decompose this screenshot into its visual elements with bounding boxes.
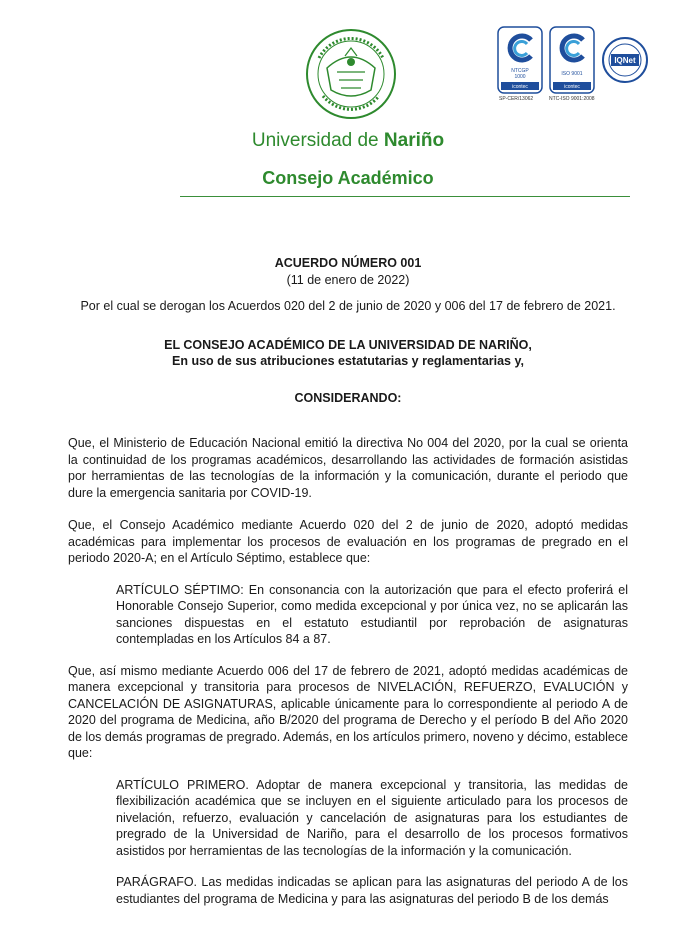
quote-article-first: ARTÍCULO PRIMERO. Adoptar de manera excepcional y transitoria, las medidas de flexibilización académica que se incluyen en el siguiente articulado para los procesos de nivelación, refuerzo, evaluación y cancelación de asignaturas para los estudiantes de pregrado de la Universidad de Nariño, para el desarrollo de los procesos formativos asistidos por herramientas de las tecnologías de la información y la comunicación.	[116, 777, 628, 858]
agreement-date: (11 de enero de 2022)	[286, 272, 410, 287]
agreement-subject: Por el cual se derogan los Acuerdos 020 del 2 de junio de 2020 y 006 del 17 de febrero de 2021.	[80, 299, 616, 313]
iso-cert-code: NTC-ISO 9001:2008	[549, 96, 595, 102]
letterhead	[0, 0, 696, 205]
icontec-ntcgp-logo	[497, 26, 543, 94]
quote-paragraph: PARÁGRAFO. Las medidas indicadas se aplican para las asignaturas del periodo A de los estudiantes del programa de Medicina y para las asignaturas del periodo B de los demás	[116, 875, 628, 906]
quote-article-seventh: ARTÍCULO SÉPTIMO: En consonancia con la autorización que para el efecto proferirá el Honorable Consejo Superior, como medida excepcional y por única vez, no se aplicarán las sanciones dispuestas en el estatuto estudiantil por reprobación de asignaturas contempladas en los Artículos 84 a 87.	[116, 582, 628, 646]
svg-text:icontec: icontec	[564, 84, 580, 90]
considering-heading: CONSIDERANDO:	[294, 390, 402, 405]
paragraph-3: Que, así mismo mediante Acuerdo 006 del 17 de febrero de 2021, adoptó medidas académicas de manera excepcional y transitoria para procesos de NIVELACIÓN, REFUERZO, EVALUCIÓN y CANCELACIÓN DE ASIGNATURAS, aplicable únicamente para lo correspondiente al periodo A de 2020 del programa de Medicina, año B/2020 del programa de Derecho y el período B del Año 2020 de los demás programas de pregrado. Además, en los artículos primero, noveno y décimo, establece que:	[68, 663, 628, 760]
paragraph-1: Que, el Ministerio de Educación Nacional emitió la directiva No 004 del 2020, por la cual se orienta la continuidad de los programas académicos, desarrollando las actividades de formación asistidas por herramientas de las tecnologías de la información y la comunicación, durante el periodo que dure la emergencia sanitaria por COVID-19.	[68, 436, 628, 500]
icontec-iso-logo	[549, 26, 595, 94]
university-name-bold: Nariño	[383, 130, 445, 151]
council-name: Consejo Académico	[262, 168, 434, 188]
issuer-line-1: EL CONSEJO ACADÉMICO DE LA UNIVERSIDAD DE NARIÑO,	[164, 337, 532, 352]
header-divider	[180, 196, 630, 197]
svg-text:NTCGP: NTCGP	[511, 68, 529, 74]
svg-text:1000: 1000	[514, 74, 526, 80]
ntcgp-cert-code: SP-CER/13062	[499, 96, 534, 102]
iqnet-logo	[601, 36, 649, 84]
svg-text:ISO 9001: ISO 9001	[561, 71, 583, 77]
svg-text:IQNet: IQNet	[614, 56, 636, 65]
university-name	[0, 130, 696, 152]
issuer-line-2: En uso de sus atribuciones estatutarias y reglamentarias y,	[172, 354, 524, 368]
university-seal-logo	[305, 28, 397, 120]
university-name-prefix: Universidad de	[251, 130, 384, 151]
certification-logos	[497, 26, 657, 110]
paragraph-2: Que, el Consejo Académico mediante Acuerdo 020 del 2 de junio de 2020, adoptó medidas académicas para implementar los procesos de evaluación en los programas de pregrado en el periodo 2020-A; en el Artículo Séptimo, establece que:	[68, 518, 628, 565]
agreement-title: ACUERDO NÚMERO 001	[274, 256, 422, 270]
document-body	[68, 255, 628, 907]
svg-text:icontec: icontec	[512, 84, 528, 90]
